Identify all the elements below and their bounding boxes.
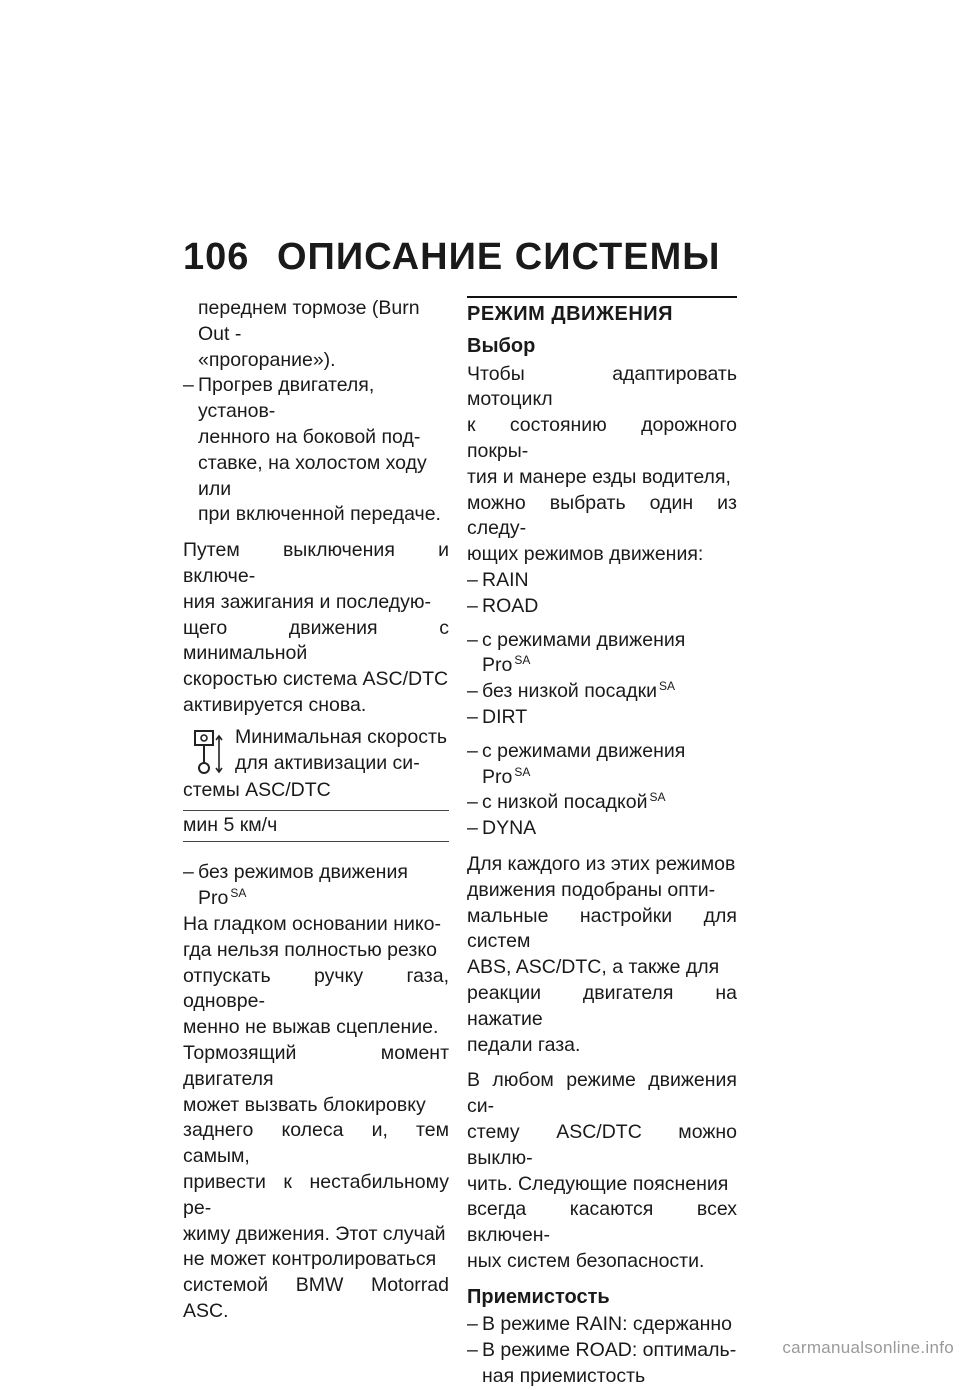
watermark: carmanualsonline.info <box>782 1338 954 1357</box>
text-line: заднего колеса и, тем самым, <box>183 1119 449 1168</box>
sa-marker: SA <box>230 886 247 901</box>
mode-dyna: – DYNA <box>467 817 537 840</box>
speedometer-icon <box>183 728 229 778</box>
subheading-response: Приемистость <box>467 1285 610 1308</box>
box-text-line: стемы ASC/DTC <box>183 778 331 801</box>
text-line: «прогорание»). <box>198 348 336 371</box>
list-item-warmup: – Прогрев двигателя, установ- ленного на боковой под- ставке, на холостом ходу или при включенной передаче. <box>183 373 449 528</box>
text-line: реакции двигателя на нажатие <box>467 981 737 1030</box>
section-title: РЕЖИМ ДВИЖЕНИЯ <box>467 296 737 328</box>
text-line: может вызвать блокировку <box>183 1093 426 1116</box>
page-number: 106 <box>183 236 250 278</box>
text-line: Путем выключения и включе- <box>183 539 449 587</box>
box-text-line: для активизации си- <box>235 751 420 774</box>
text-line: к состоянию дорожного покры- <box>467 414 737 462</box>
text-line: ная приемистость <box>482 1365 646 1388</box>
sa-marker: SA <box>514 764 531 779</box>
text-line: В любом режиме движения си- <box>467 1069 737 1118</box>
sa-marker: SA <box>659 679 676 694</box>
mode-pro-2: – с режимами движения Pro $^{SA}$ <box>467 739 686 788</box>
text-line: движения подобраны опти- <box>467 878 716 901</box>
text-line: переднем тормозе (Burn Out - <box>198 297 420 345</box>
text-line: мальные настройки для систем <box>467 904 737 953</box>
text-line: Прогрев двигателя, установ- <box>198 374 375 423</box>
list-item-no-pro: – без режимов движения Pro $^{SA}$ <box>183 861 408 910</box>
text-line: системой BMW Motorrad ASC. <box>183 1274 449 1322</box>
text-line: скоростью система ASC/DTC <box>183 668 449 691</box>
paragraph-warning <box>183 912 449 1325</box>
box-value: мин 5 км/ч <box>183 810 449 842</box>
page-header <box>183 236 720 279</box>
mode-road: – ROAD <box>467 594 539 617</box>
mode-low-2: – с низкой посадкой $^{SA}$ <box>467 790 666 814</box>
text-line: привести к нестабильному ре- <box>183 1170 449 1219</box>
text-line: ABS, ASC/DTC, а также для <box>467 956 720 979</box>
text-line: можно выбрать один из следу- <box>467 491 737 540</box>
continued-item <box>183 296 449 373</box>
text-line: ленного на боковой под- <box>198 425 421 448</box>
mode-dirt: – DIRT <box>467 705 528 728</box>
box-header <box>183 725 449 810</box>
mode-pro-1: – с режимами движения Pro $^{SA}$ <box>467 628 686 677</box>
box-text-line: Минимальная скорость <box>235 725 448 748</box>
text-line: Тормозящий момент двигателя <box>183 1041 449 1090</box>
text-line: ния зажигания и последую- <box>183 590 432 613</box>
min-speed-box <box>183 725 449 843</box>
text-line: всегда касаются всех включен- <box>467 1198 737 1247</box>
paragraph-off <box>467 1068 737 1274</box>
paragraph-ignition <box>183 538 449 719</box>
text-line: не может контролироваться <box>183 1248 437 1271</box>
text-line: стему ASC/DTC можно выклю- <box>467 1120 737 1169</box>
mode-rain: – RAIN <box>467 568 529 591</box>
text-line: при включенной передаче. <box>198 503 441 526</box>
text-line: Для каждого из этих режимов <box>467 852 736 875</box>
text-line: На гладком основании нико- <box>183 912 441 935</box>
right-column <box>467 296 737 1390</box>
response-road: – В режиме ROAD: оптималь- ная приемистость <box>467 1338 737 1390</box>
text-line: Чтобы адаптировать мотоцикл <box>467 362 737 411</box>
sa-marker: SA <box>649 790 666 805</box>
text-line: ных систем безопасности. <box>467 1249 705 1272</box>
text-line: ставке, на холостом ходу или <box>198 451 427 500</box>
response-rain: – В режиме RAIN: сдержанно <box>467 1313 733 1336</box>
paragraph-settings <box>467 852 737 1058</box>
text-line: ющих режимов движения: <box>467 543 704 566</box>
text-line: педали газа. <box>467 1033 581 1056</box>
subheading-select: Выбор <box>467 334 536 357</box>
sa-marker: SA <box>514 653 531 668</box>
text-line: гда нельзя полностью резко <box>183 938 437 961</box>
text-line: активируется снова. <box>183 693 367 716</box>
text-line: чить. Следующие пояснения <box>467 1172 729 1195</box>
text-line: тия и манере езды водителя, <box>467 465 731 488</box>
mode-low-1: – без низкой посадки $^{SA}$ <box>467 679 676 703</box>
text-line: жиму движения. Этот случай <box>183 1222 446 1245</box>
text-line: менно не выжав сцепление. <box>183 1016 439 1039</box>
left-column <box>183 296 449 1335</box>
text-line: щего движения с минимальной <box>183 616 449 665</box>
paragraph-select <box>467 362 737 568</box>
text-line: В режиме ROAD: оптималь- <box>482 1339 737 1362</box>
text-line: отпускать ручку газа, одновре- <box>183 964 449 1013</box>
page-title: ОПИСАНИЕ СИСТЕМЫ <box>277 236 721 278</box>
text-line: без режимов движения Pro <box>198 861 408 910</box>
